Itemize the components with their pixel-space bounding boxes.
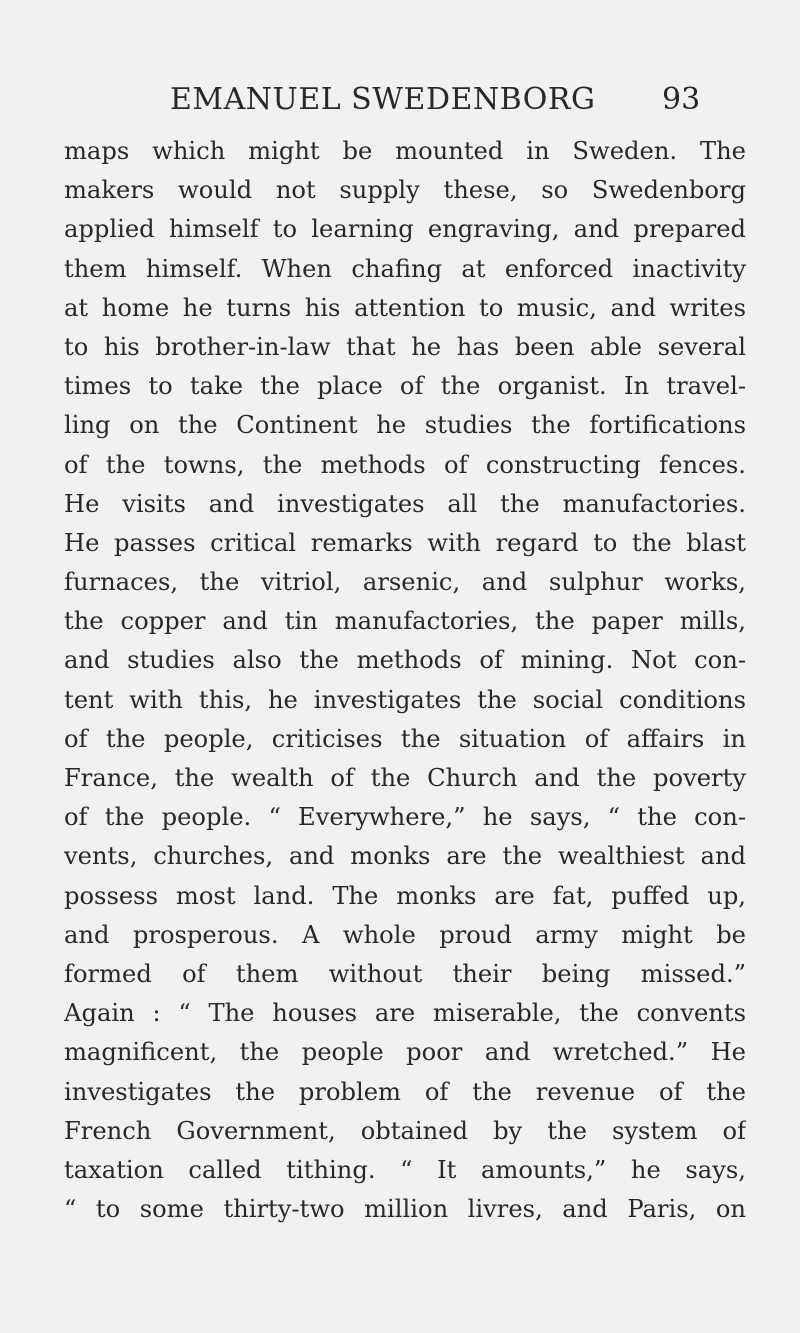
text-line: France, the wealth of the Church and the poverty: [64, 764, 746, 792]
text-line: possess most land. The monks are fat, puffed up,: [64, 881, 746, 910]
text-line: and prosperous. A whole proud army might be: [64, 920, 746, 949]
text-line: them himself. When chafing at enforced inactivity: [64, 254, 746, 283]
running-header: [0, 82, 800, 122]
text-line: French Government, obtained by the system of: [64, 1116, 746, 1145]
text-line: ling on the Continent he studies the fortifications: [64, 411, 746, 440]
text-line: applied himself to learning engraving, and prepared: [64, 215, 746, 244]
text-line: taxation called tithing. “ It amounts,” he says,: [64, 1155, 746, 1184]
text-line: furnaces, the vitriol, arsenic, and sulphur works,: [64, 568, 746, 597]
text-line: maps which might be mounted in Sweden. The: [64, 137, 746, 165]
page-number: 93: [662, 82, 701, 117]
text-line: He passes critical remarks with regard to the blast: [64, 528, 746, 557]
text-line: He visits and investigates all the manufactories.: [64, 489, 746, 518]
text-line: at home he turns his attention to music, and writes: [64, 293, 746, 322]
text-line: of the people. “ Everywhere,” he says, “ the con-: [64, 803, 746, 832]
text-line: times to take the place of the organist. In travel-: [64, 372, 746, 401]
running-title: EMANUEL SWEDENBORG: [170, 82, 596, 117]
text-line: and studies also the methods of mining. Not con-: [64, 646, 746, 675]
text-line: formed of them without their being missed.”: [64, 959, 746, 988]
text-line: makers would not supply these, so Swedenborg: [64, 176, 746, 205]
text-line: magnificent, the people poor and wretched.” He: [64, 1038, 746, 1067]
text-line: the copper and tin manufactories, the paper mills,: [64, 607, 746, 636]
text-line: of the towns, the methods of constructing fences.: [64, 450, 746, 479]
body-text: [64, 132, 746, 1229]
text-line: to his brother-in-law that he has been able several: [64, 332, 746, 361]
text-line: tent with this, he investigates the social conditions: [64, 685, 746, 714]
text-line: investigates the problem of the revenue of the: [64, 1077, 746, 1106]
text-line: of the people, criticises the situation of affairs in: [64, 724, 746, 753]
text-line: Again : “ The houses are miserable, the convents: [64, 999, 746, 1028]
text-line: “ to some thirty-two million livres, and Paris, on: [64, 1195, 746, 1224]
text-line: vents, churches, and monks are the wealthiest and: [64, 842, 746, 871]
